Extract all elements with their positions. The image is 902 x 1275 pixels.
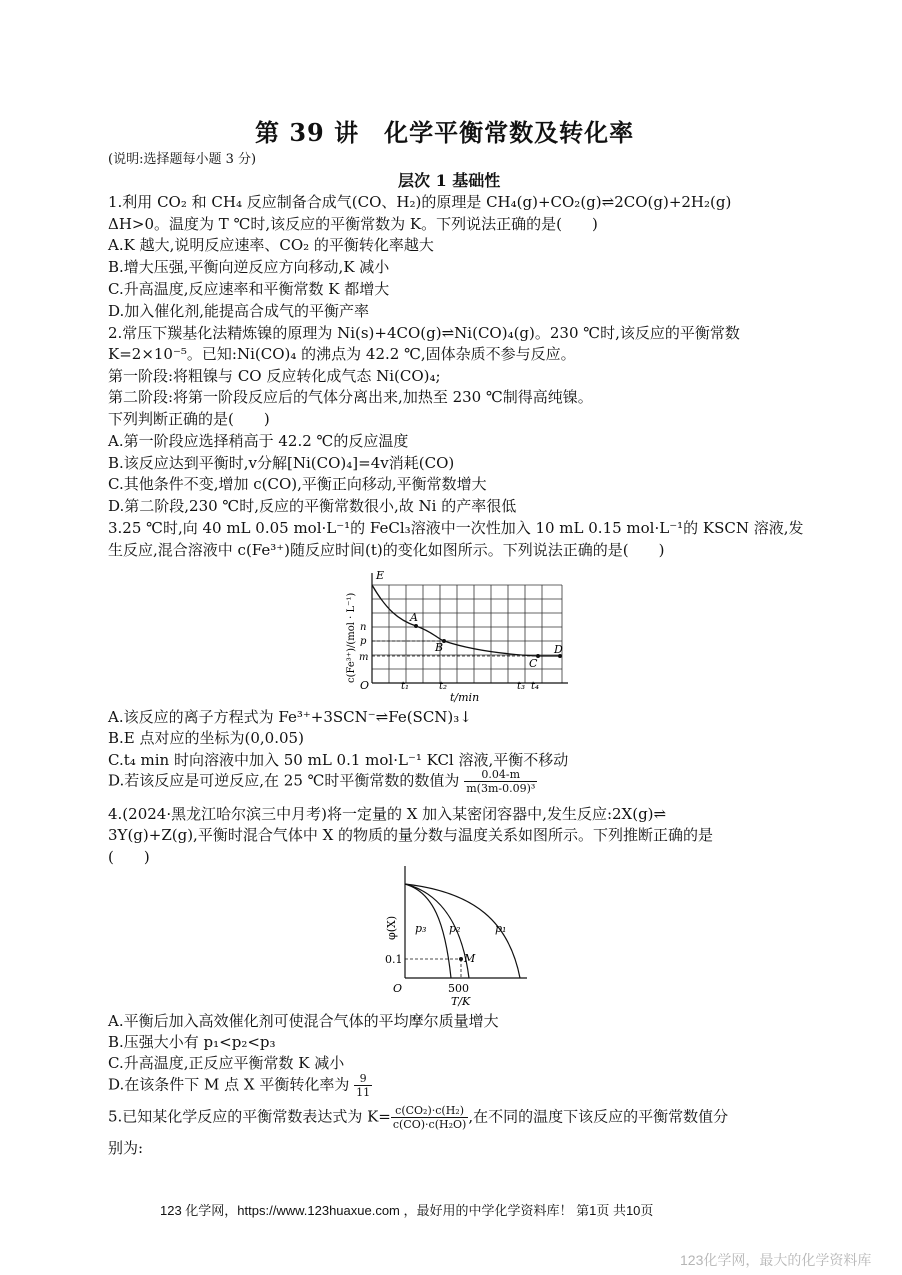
q1-option-a: A.K 越大,说明反应速率、CO₂ 的平衡转化率越大 [108,236,434,254]
y-tick-value: 0.1 [385,953,403,966]
q4-option-d-text: D.在该条件下 M 点 X 平衡转化率为 [108,1075,350,1094]
point-d-label: D [554,643,563,656]
x-tick-t3: t₃ [517,681,526,692]
fraction-numerator: 9 [354,1072,372,1086]
q4-mole-fraction-graph [375,862,535,1008]
q5-stem-tail: ,在不同的温度下该反应的平衡常数值分 [468,1107,729,1126]
q1-option-b: B.增大压强,平衡向逆反应方向移动,K 减小 [108,258,390,276]
y-axis-label: φ(X) [385,915,398,940]
q4-option-a: A.平衡后加入高效催化剂可使混合气体的平均摩尔质量增大 [108,1012,499,1030]
origin-label: O [360,679,370,692]
q3-option-c: C.t₄ min 时向溶液中加入 50 mL 0.1 mol·L⁻¹ KCl 溶液,平衡不移动 [108,751,569,769]
q4-option-b: B.压强大小有 p₁<p₂<p₃ [108,1033,276,1051]
page-title: 第 39 讲 化学平衡常数及转化率 [255,118,635,147]
q4-option-d-fraction [354,1072,372,1099]
x-axis-label: t/min [450,691,480,704]
q4-option-d [108,1072,372,1099]
q1-stem-line1: 1.利用 CO₂ 和 CH₄ 反应制备合成气(CO、H₂)的原理是 CH₄(g)+CO₂(g)⇌2CO(g)+2H₂(g) [108,193,732,211]
q3-option-d-fraction [464,768,537,795]
x-tick-value: 500 [448,982,469,995]
q3-option-d [108,768,537,795]
fraction-denominator: m(3m-0.09)³ [466,782,536,795]
q3-option-a: A.该反应的离子方程式为 Fe³⁺+3SCN⁻⇌Fe(SCN)₃↓ [108,708,472,726]
q5-stem-line2: 别为: [108,1139,144,1157]
q5-stem-text: 5.已知某化学反应的平衡常数表达式为 K= [108,1107,391,1126]
q5-stem-line1 [108,1104,728,1131]
q2-option-d: D.第二阶段,230 ℃时,反应的平衡常数很小,故 Ni 的产率很低 [108,497,517,515]
fraction-numerator: c(CO₂)·c(H₂) [391,1104,468,1118]
q4-option-c: C.升高温度,正反应平衡常数 K 减小 [108,1054,345,1072]
point-b-label: B [435,641,444,654]
level-heading: 层次 1 基础性 [398,171,501,190]
q3-option-b: B.E 点对应的坐标为(0,0.05) [108,729,304,747]
y-tick-p: p [360,636,367,647]
x-axis-label: T/K [451,995,471,1008]
y-tick-m: m [359,652,369,663]
curve-p2-label: p₂ [449,922,461,935]
q3-option-d-text: D.若该反应是可逆反应,在 25 ℃时平衡常数的数值为 [108,771,460,790]
q4-stem-line2: 3Y(g)+Z(g),平衡时混合气体中 X 的物质的量分数与温度关系如图所示。下列推断正确的是 [108,826,714,844]
point-m-label: M [464,952,476,965]
fraction-denominator: c(CO)·c(H₂O) [392,1118,467,1131]
q3-stem-line2: 生反应,混合溶液中 c(Fe³⁺)随反应时间(t)的变化如图所示。下列说法正确的是( ) [108,541,665,559]
q4-stem-line1: 4.(2024·黑龙江哈尔滨三中月考)将一定量的 X 加入某密闭容器中,发生反应:2X(g)⇌ [108,805,667,823]
y-axis-label: c(Fe³⁺)/(mol · L⁻¹) [346,592,357,683]
q2-stem-line1: 2.常压下羰基化法精炼镍的原理为 Ni(s)+4CO(g)⇌Ni(CO)₄(g)。230 ℃时,该反应的平衡常数 [108,324,740,342]
q1-option-c: C.升高温度,反应速率和平衡常数 K 都增大 [108,280,390,298]
q3-stem-line1: 3.25 ℃时,向 40 mL 0.05 mol·L⁻¹的 FeCl₃溶液中一次性加入 10 mL 0.15 mol·L⁻¹的 KSCN 溶液,发 [108,519,804,537]
q2-stage-1: 第一阶段:将粗镍与 CO 反应转化成气态 Ni(CO)₄; [108,367,441,385]
curve-p3-label: p₃ [415,922,427,935]
curve-p1-label: p₁ [495,922,507,935]
x-tick-t2: t₂ [439,681,448,692]
y-tick-n: n [360,622,367,633]
scoring-note: (说明:选择题每小题 3 分) [108,152,257,167]
point-e-label: E [376,569,385,582]
point-a-label: A [410,611,418,624]
q4-stem-line3: ( ) [108,848,150,866]
q2-option-b: B.该反应达到平衡时,v分解[Ni(CO)₄]=4v消耗(CO) [108,454,455,472]
point-c-label: C [529,657,538,670]
x-tick-t1: t₁ [401,681,410,692]
q5-k-expression [391,1104,468,1131]
watermark: 123化学网，最大的化学资料库 [680,1252,872,1268]
q1-stem-line2: ΔH>0。温度为 T ℃时,该反应的平衡常数为 K。下列说法正确的是( ) [108,215,598,233]
fraction-denominator: 11 [356,1086,371,1099]
q1-option-d: D.加入催化剂,能提高合成气的平衡产率 [108,302,370,320]
origin-label: O [393,982,403,995]
q2-option-a: A.第一阶段应选择稍高于 42.2 ℃的反应温度 [108,432,409,450]
x-tick-t4: t₄ [531,681,540,692]
page-footer: 123 化学网，https://www.123huaxue.com ，最好用的中学化学资料库！ 第1页 共10页 [160,1203,654,1218]
fraction-numerator: 0.04-m [464,768,537,782]
q2-option-c: C.其他条件不变,增加 c(CO),平衡正向移动,平衡常数增大 [108,475,487,493]
q3-concentration-graph [338,565,578,705]
q2-ask: 下列判断正确的是( ) [108,410,270,428]
q2-stage-2: 第二阶段:将第一阶段反应后的气体分离出来,加热至 230 ℃制得高纯镍。 [108,388,593,406]
q2-stem-line2: K=2×10⁻⁵。已知:Ni(CO)₄ 的沸点为 42.2 ℃,固体杂质不参与反应。 [108,345,576,363]
